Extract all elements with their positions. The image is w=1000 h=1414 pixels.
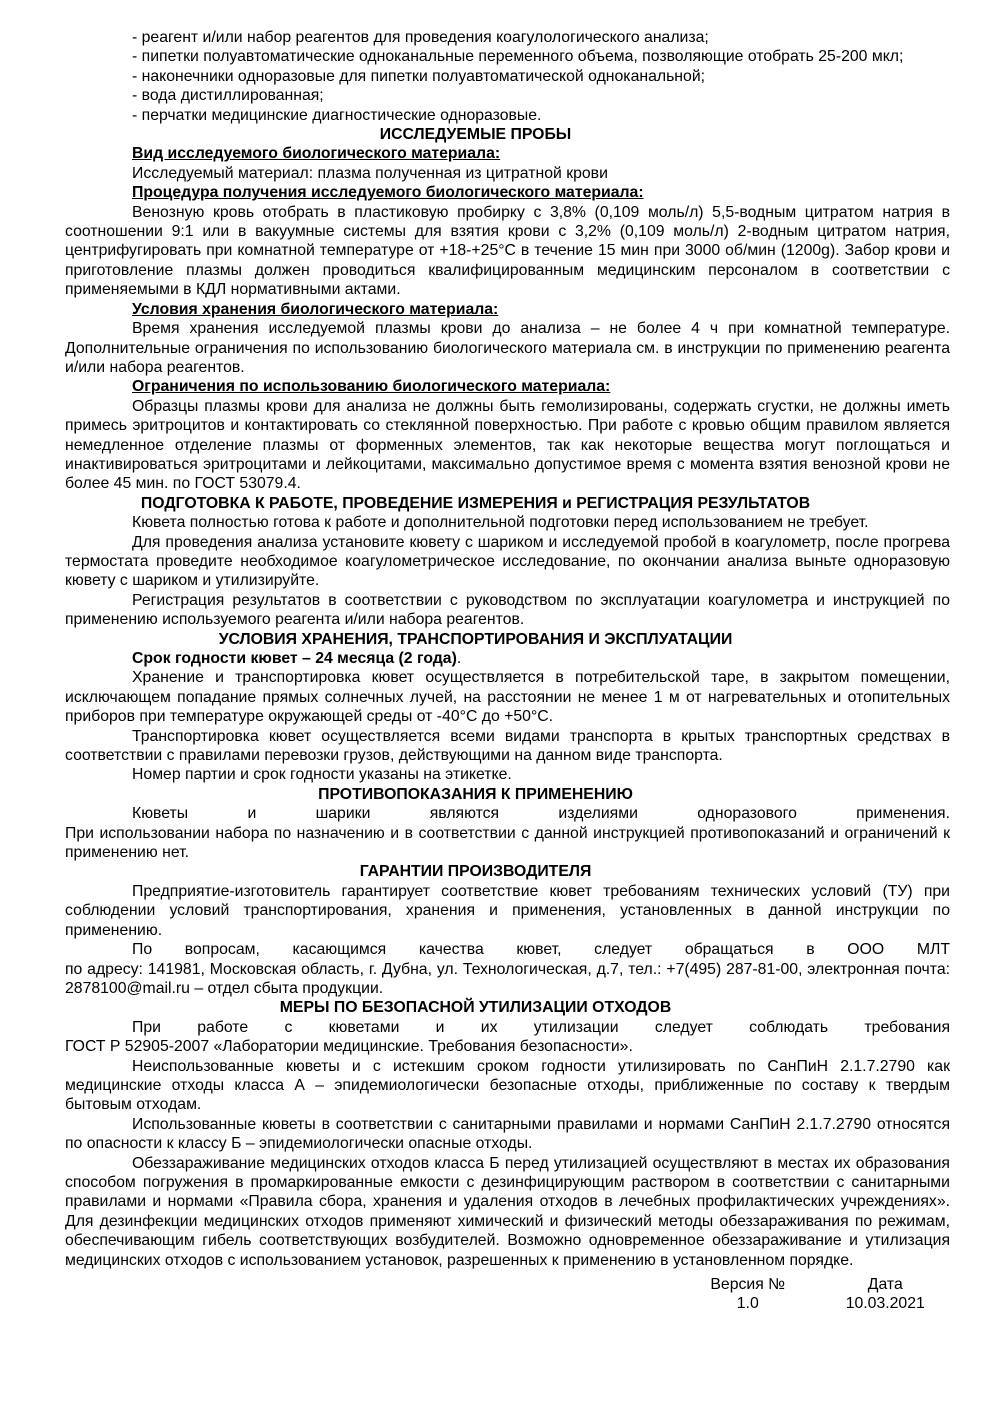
- paragraph-lot-number: Номер партии и срок годности указаны на этикетке.: [132, 766, 512, 784]
- version-value: 1.0: [736, 1295, 759, 1313]
- version-label: Версия №: [710, 1276, 786, 1293]
- paragraph-storage-transport: Хранение и транспортировка кювет осуществляется в потребительской таре, в закрытом помещении, исключающем попадание прямых солнечных лучей, на расстоянии не менее 1 м от нагревательных и отопительных приборов при температуре окружающей среды от -40°С до +50°С.: [65, 669, 950, 726]
- supplies-list: [65, 28, 950, 125]
- section-heading-preparation: ПОДГОТОВКА К РАБОТЕ, ПРОВЕДЕНИЕ ИЗМЕРЕНИЯ и РЕГИСТРАЦИЯ РЕЗУЛЬТАТОВ: [140, 494, 811, 512]
- quality-contact-line1: По вопросам, касающимся качества кювет, следует обращаться в ООО МЛТ: [132, 941, 950, 959]
- contraindications-line1: Кюветы и шарики являются изделиями одноразового применения.: [132, 805, 950, 823]
- paragraph-used-cuvettes: Использованные кюветы в соответствии с санитарными правилами и нормами СанПиН 2.1.7.2790 относятся по опасности к классу Б – эпидемиологически опасные отходы.: [65, 1115, 950, 1153]
- paragraph-storage-time: Время хранения исследуемой плазмы крови до анализа – не более 4 ч при комнатной температуре. Дополнительные ограничения по использованию биологического материала см. в инструкции по применению реагента и/или набора реагентов.: [65, 320, 950, 376]
- paragraph-shelf-life: [65, 649, 950, 668]
- section-heading-storage: УСЛОВИЯ ХРАНЕНИЯ, ТРАНСПОРТИРОВАНИЯ И ЭКСПЛУАТАЦИИ: [218, 630, 733, 648]
- section-heading-contraindications: ПРОТИВОПОКАЗАНИЯ К ПРИМЕНЕНИЮ: [318, 785, 633, 803]
- document-footer: [65, 1275, 950, 1314]
- paragraph-venous-blood: Венозную кровь отобрать в пластиковую пробирку с 3,8% (0,109 моль/л) 5,5-водным цитратом натрия в соотношении 9:1 или в вакуумные системы для взятия крови с 3,2% (0,109 моль/л) 2-водным цитратом натрия, центрифугировать при комнатной температуре от +18-+25°С в течение 15 мин при 3000 об/мин (1200g). Забор крови и приготовление плазмы должен проводиться квалифицированным медицинским персоналом в соответствии с применяемыми в КДЛ нормативными актами.: [65, 203, 950, 299]
- shelf-life-period: .: [456, 650, 462, 667]
- list-item: - реагент и/или набор реагентов для проведения коагулологического анализа;: [132, 29, 709, 46]
- paragraph-quality-contact: [65, 940, 950, 998]
- section-heading-waste: МЕРЫ ПО БЕЗОПАСНОЙ УТИЛИЗАЦИИ ОТХОДОВ: [279, 999, 672, 1017]
- section-heading-samples: ИССЛЕДУЕМЫЕ ПРОБЫ: [379, 126, 572, 144]
- date-label: Дата: [867, 1276, 903, 1293]
- paragraph-disinfection: Обеззараживание медицинских отходов класса Б перед утилизацией осуществляют в местах их образования способом погружения в промаркированные емкости с дезинфицирующим раствором в соответствии с санитарными правилами и нормами «Правила сбора, хранения и удаления отходов в лечебных профилактических учреждениях». Для дезинфекции медицинских отходов применяют химический и физический методы обеззараживания по режимам, обеспечивающим гибель соответствующих возбудителей. Возможно одновременное обеззараживание и утилизация медицинских отходов с использованием установок, разрешенных к применению в установленном порядке.: [65, 1154, 950, 1269]
- paragraph-waste-requirements: [65, 1018, 950, 1057]
- footer-date-block: [821, 1275, 951, 1314]
- shelf-life-text: Срок годности кювет – 24 месяца (2 года): [132, 650, 457, 667]
- subheading-material-type: Вид исследуемого биологического материала:: [132, 145, 501, 163]
- contraindications-rest: При использовании набора по назначению и в соответствии с данной инструкцией противопоказаний и ограничений к применению нет.: [65, 824, 950, 862]
- paragraph-transport: Транспортировка кювет осуществляется всеми видами транспорта в крытых транспортных средствах в соответствии с правилами перевозки грузов, действующими на данном виде транспорта.: [65, 727, 950, 765]
- paragraph-unused-cuvettes: Неиспользованные кюветы и с истекшим сроком годности утилизировать по СанПиН 2.1.7.2790 как медицинские отходы класса А – эпидемиологически безопасные отходы, приближенные по составу к твердым бытовым отходам.: [65, 1057, 950, 1114]
- paragraph-analysis: Для проведения анализа установите кювету с шариком и исследуемой пробой в коагулометр, после прогрева термостата проведите необходимое коагулометрическое исследование, по окончании анализа выньте одноразовую кювету с шариком и утилизируйте.: [65, 533, 950, 590]
- subheading-bio-limits: Ограничения по использованию биологического материала:: [132, 378, 611, 396]
- list-item: - наконечники одноразовые для пипетки полуавтоматической одноканальной;: [132, 67, 706, 85]
- section-heading-warranty: ГАРАНТИИ ПРОИЗВОДИТЕЛЯ: [359, 863, 592, 881]
- list-item: - вода дистиллированная;: [132, 87, 324, 105]
- subheading-bio-storage: Условия хранения биологического материала:: [132, 300, 499, 318]
- paragraph-registration: Регистрация результатов в соответствии с руководством по эксплуатации коагулометра и инструкцией по применению используемого реагента и/или набора реагентов.: [65, 591, 950, 629]
- list-item: - пипетки полуавтоматические одноканальные переменного объема, позволяющие отобрать 25-200 мкл;: [132, 48, 904, 66]
- waste-requirements-line1: При работе с кюветами и их утилизации следует соблюдать требования: [132, 1018, 950, 1036]
- paragraph-warranty: Предприятие-изготовитель гарантирует соответствие кювет требованиям технических условий (ТУ) при соблюдении условий транспортирования, хранения и применения, установленных в данной инструкции по применению.: [65, 882, 950, 939]
- waste-requirements-rest: ГОСТ Р 52905-2007 «Лаборатории медицинские. Требования безопасности».: [65, 1038, 633, 1056]
- subheading-procedure: Процедура получения исследуемого биологического материала:: [132, 184, 644, 202]
- paragraph-cuvette-ready: Кювета полностью готова к работе и дополнительной подготовки перед использованием не требует.: [132, 514, 869, 532]
- paragraph-material: Исследуемый материал: плазма полученная из цитратной крови: [132, 164, 608, 182]
- footer-version-block: [683, 1275, 813, 1314]
- paragraph-bio-limits: Образцы плазмы крови для анализа не должны быть гемолизированы, содержать сгустки, не должны иметь примесь эритроцитов и контактировать со стеклянной поверхностью. При работе с кровью общим правилом является немедленное отделение плазмы от форменных элементов, так как некоторые вещества могут поглощаться и инактивироваться эритроцитами и лейкоцитами, максимально допустимое время с момента взятия венозной крови не более 45 мин. по ГОСТ 53079.4.: [65, 397, 950, 493]
- paragraph-contraindications: [65, 804, 950, 862]
- quality-contact-rest: по адресу: 141981, Московская область, г. Дубна, ул. Технологическая, д.7, тел.: +7(495) 287-81-00, электронная почта: 2878100@mail.ru – отдел сбыта продукции.: [65, 960, 950, 997]
- date-value: 10.03.2021: [845, 1295, 925, 1313]
- document-page: [65, 28, 950, 1314]
- list-item: - перчатки медицинские диагностические одноразовые.: [132, 106, 542, 124]
